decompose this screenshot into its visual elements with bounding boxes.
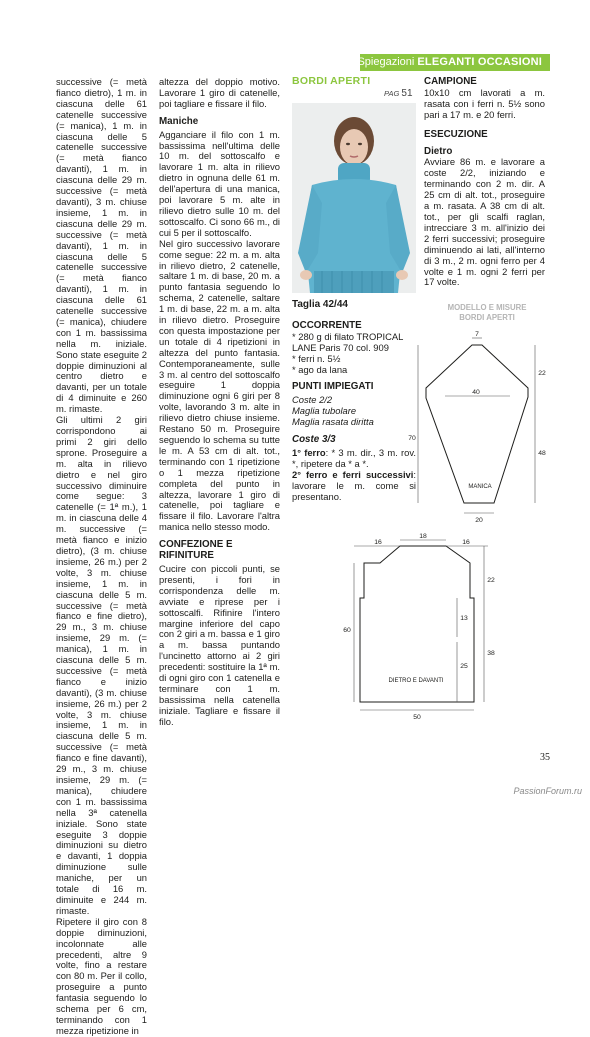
text-column-2 xyxy=(159,77,280,728)
section-heading-maniche: Maniche xyxy=(159,115,199,127)
header-section: Spiegazioni xyxy=(357,56,415,68)
schematic-diagram xyxy=(330,330,550,720)
section-heading-occorrente: OCCORRENTE xyxy=(292,319,362,331)
dim-label: 60 xyxy=(343,627,351,634)
dim-label: 50 xyxy=(413,714,421,720)
dim-label: 48 xyxy=(538,450,546,457)
body-label: DIETRO E DAVANTI xyxy=(388,678,444,684)
dim-label: 22 xyxy=(487,577,495,584)
page-number: 35 xyxy=(540,752,550,763)
row-text: : * 3 m. dir., 3 m. rov. *, ripetere da * a *. xyxy=(292,446,416,469)
page-ref-number: 51 xyxy=(401,88,413,99)
paragraph: Cucire con piccoli punti, se presenti, i fori in corrispondenza delle m. avviate e riprese per i sottoscalfi. Rifinire l'intero margine inferiore del capo con 2 giri a m. bassa e 1 giro a m. bassa puntando l'uncinetto attorno ai 2 giri precedenti: sostituire la 1ª m. di ogni giro con 1 catenella e terminare con 1 m. bassissima nella catenella iniziale. Tagliare e fissare il filo. xyxy=(159,562,280,727)
paragraph: Ripetere il giro con 8 doppie diminuzioni, incolonnate alle precedenti, altre 9 volte, fino a restare con 80 m. Per il collo, proseguire a punto fantasia seguendo lo schema per 6 cm, terminando con 1 mezza ripetizione in xyxy=(56,915,147,1036)
dim-label: 38 xyxy=(487,650,495,657)
section-heading-confezione: CONFEZIONE E RIFINITURE xyxy=(159,539,233,562)
header-section-title: ELEGANTI OCCASIONI xyxy=(417,56,542,68)
model-photo xyxy=(292,103,416,293)
dim-label: 20 xyxy=(475,517,483,524)
section-heading-dietro: Dietro xyxy=(424,145,453,157)
page-ref-label: PAG xyxy=(384,89,400,98)
paragraph: 10x10 cm lavorati a m. rasata con i ferri n. 5½ sono pari a 17 m. e 20 ferri. xyxy=(424,86,545,120)
dim-label: 22 xyxy=(538,370,546,377)
paragraph: Avviare 86 m. e lavorare a coste 2/2, iniziando e terminando con 2 m. dir. A 25 cm di alt. tot., proseguire a m. rasata. A 38 cm di alt. tot., per gli scalfi raglan, intrecciare 3 m. all'inizio dei 2 ferri successivi; proseguire diminuendo ai lati, all'interno di 3 m., 2 m. ogni ferro per 4 volte e 1 m. ogni 2 ferri per 17 volte. xyxy=(424,156,545,288)
section-heading-esecuzione: ESECUZIONE xyxy=(424,128,488,140)
text-column-4 xyxy=(424,77,545,288)
dim-label: 13 xyxy=(460,615,468,622)
dim-label: 70 xyxy=(408,435,416,442)
dim-label: 18 xyxy=(419,533,427,540)
section-heading-campione: CAMPIONE xyxy=(424,76,477,87)
list-item: * ferri n. 5½ xyxy=(292,352,341,364)
paragraph: Agganciare il filo con 1 m. bassissima nell'ultima delle 10 m. del sottoscalfo e lavorare 1 m. alta in rilievo dietro in ognuna delle 61 m. dell'apertura di una manica, poi lavorare 5 m. alte in rilievo dietro sulle 10 m. del sottoscalfo. Ci sono 66 m., di cui 5 per il sottoscalfo. xyxy=(159,128,280,238)
section-heading-coste: Coste 3/3 xyxy=(292,434,336,446)
list-item: Coste 2/2 xyxy=(292,394,333,406)
paragraph: Gli ultimi 2 giri corrispondono ai primi 2 giri dello sprone. Proseguire a m. alta in rilievo dietro e nel giro successivo diminuire come segue: 3 catenelle (= 1ª m.), 1 m. in ciascuna delle 4 m. successive (= metà fianco e inizio dietro), (3 m. chiuse insieme, 26 m.) per 2 volte, 3 m. chiuse insieme, 1 m. in ciascuna delle 5 m. successive (= metà fianco e fine dietro), 29 m., 3 m. chiuse insieme, 29 m. (= manica), 1 m. in ciascuna delle 5 m. successive (= metà fianco e inizio davanti), (3 m. chiuse insieme, 26 m.) per 2 volte, 3 m. chiuse insieme, 1 m. in ciascuna delle 5 m. successive (= metà fianco e fine davanti), 29 m., 3 m. chiuse insieme, 29 m. (= manica), chiudere con 1 m. bassissima nella 3ª catenella iniziale. Sono state eseguite 3 doppie diminuzioni su dietro e davanti, 1 doppia diminuzione sulle maniche, per un totale di 16 m. diminuite e 244 m. rimaste. xyxy=(56,414,147,916)
section-heading-punti: PUNTI IMPIEGATI xyxy=(292,381,374,393)
size-label: Taglia 42/44 xyxy=(292,299,348,310)
diagram-title xyxy=(432,303,542,323)
sweater-model-illustration xyxy=(292,103,416,293)
dim-label: 40 xyxy=(472,389,480,396)
dim-label: 16 xyxy=(462,539,470,546)
diagram-title-line1: MODELLO E MISURE xyxy=(447,303,527,312)
list-item: Maglia rasata diritta xyxy=(292,416,374,428)
dim-label: 7 xyxy=(475,331,479,338)
row-text: : lavorare le m. come si presentano. xyxy=(292,468,416,502)
page-reference xyxy=(384,88,413,99)
header-title xyxy=(357,55,542,70)
list-item: Maglia tubolare xyxy=(292,405,357,417)
pattern-title: BORDI APERTI xyxy=(292,75,371,87)
dim-label: 25 xyxy=(460,663,468,670)
row-label: 2° ferro e ferri successivi xyxy=(292,468,414,480)
dim-label: 16 xyxy=(374,539,382,546)
sleeve-outline xyxy=(426,345,528,503)
row-label: 1° ferro xyxy=(292,446,326,458)
text-column-1 xyxy=(56,77,147,1037)
sleeve-label: MANICA xyxy=(468,484,492,490)
site-watermark: PassionForum.ru xyxy=(513,786,582,796)
paragraph: altezza del doppio motivo. Lavorare 1 giro di catenelle, poi tagliare e fissare il filo. xyxy=(159,76,280,109)
paragraph: Nel giro successivo lavorare come segue: 22 m. a m. alta in rilievo dietro, 2 catenelle, saltare 1 m. di base, 20 m. a punto fantasia seguendo lo schema, 2 catenelle, saltare 1 m. di base, 22 m. a m. alta in rilievo dietro. Proseguire con questa impostazione per un totale di 4 ripetizioni in altezza del punto fantasia. Contemporaneamente, sulle 3 m. al centro del sottoscalfo eseguire 1 doppia diminuzione ogni 6 giri per 8 volte, lavorando 3 m. alte in rilievo dietro chiuse insieme. Restano 50 m. Proseguire seguendo lo schema su tutte le m. A 53 cm di alt. tot., terminando con 1 ripetizione o 1 mezza ripetizione completa del punto in altezza, lavorare 1 giro di catenelle, poi tagliare e fissare il filo. Lavorare l'altra manica nello stesso modo. xyxy=(159,237,280,533)
diagram-title-line2: BORDI APERTI xyxy=(459,313,515,322)
list-item: * 280 g di filato TROPICAL LANE Paris 70 col. 909 xyxy=(292,330,403,353)
list-item: * ago da lana xyxy=(292,363,348,375)
paragraph: successive (= metà fianco dietro), 1 m. in ciascuna delle 61 catenelle successive (= manica), 1 m. in ciascuna delle 5 catenelle successive (= metà fianco davanti), 1 m. in ciascuna delle 29 m. successive (= metà davanti), 3 m. chiuse insieme, 1 m. in ciascuna delle 29 m. successive (= metà davanti), 1 m. in ciascuna delle 5 catenelle successive (= metà fianco davanti), 1 m. in ciascuna delle 61 catenelle successive (= manica), chiudere con 1 m. bassissima nella m. iniziale. Sono state eseguite 2 doppie diminuzioni al centro dietro e davanti, per un totale di 4 diminuite e 260 m. rimaste. xyxy=(56,76,147,415)
